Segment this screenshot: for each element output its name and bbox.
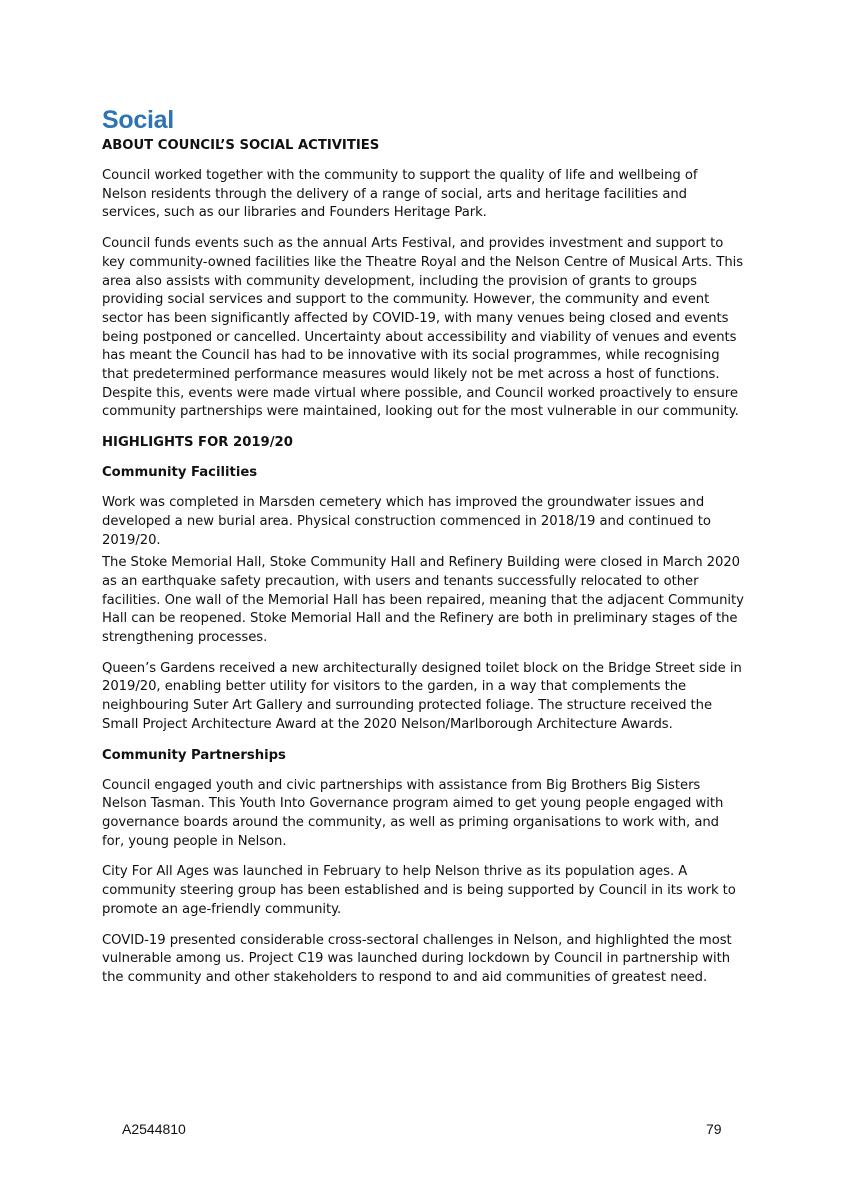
intro-paragraph: Council worked together with the community to support the quality of life and wellbeing of Nelson residents through the delivery of a range of social, arts and heritage facilities and services, such as our libraries and Founders Heritage Park. [102,168,698,221]
document-body [102,103,744,988]
subheading-community-partnerships: Community Partnerships [102,747,286,763]
intro-paragraph: Council funds events such as the annual Arts Festival, and provides investment and support to key community-owned facilities like the Theatre Royal and the Nelson Centre of Musical Arts. This area also assists with community development, including the provision of grants to groups providing social services and support to the community. However, the community and event sector has been significantly affected by COVID-19, with many venues being closed and events being postponed or cancelled. Uncertainty about accessibility and viability of venues and events has meant the Council has had to be innovative with its social programmes, while recognising that predetermined performance measures would likely not be met across a host of functions. Despite this, events were made virtual where possible, and Council worked proactively to ensure community partnerships were maintained, looking out for the most vulnerable in our community. [102,236,744,420]
partnerships-paragraph: Council engaged youth and civic partnerships with assistance from Big Brothers Big Sisters Nelson Tasman. This Youth Into Governance program aimed to get young people engaged with governance boards around the community, as well as priming organisations to work with, and for, young people in Nelson. [102,777,724,849]
footer-document-id: A2544810 [122,1121,186,1137]
section-heading-highlights: HIGHLIGHTS FOR 2019/20 [102,435,293,451]
facilities-paragraph: Queen’s Gardens received a new architecturally designed toilet block on the Bridge Street side in 2019/20, enabling better utility for visitors to the garden, in a way that complements the neighbouring Suter Art Gallery and surrounding protected foliage. The structure received the Small Project Architecture Award at the 2020 Nelson/Marlborough Architecture Awards. [102,660,742,732]
facilities-paragraph: The Stoke Memorial Hall, Stoke Community Hall and Refinery Building were closed in March 2020 as an earthquake safety precaution, with users and tenants successfully relocated to other facilities. One wall of the Memorial Hall has been repaired, meaning that the adjacent Community Hall can be reopened. Stoke Memorial Hall and the Refinery are both in preliminary stages of the strengthening processes. [102,555,744,646]
section-heading-about: ABOUT COUNCIL’S SOCIAL ACTIVITIES [102,138,380,153]
partnerships-paragraph: City For All Ages was launched in February to help Nelson thrive as its population ages. A community steering group has been established and is being supported by Council in its work to promote an age-friendly community. [102,864,736,917]
subheading-community-facilities: Community Facilities [102,465,258,481]
page-title: Social [102,106,174,134]
partnerships-paragraph: COVID-19 presented considerable cross-sectoral challenges in Nelson, and highlighted the most vulnerable among us. Project C19 was launched during lockdown by Council in partnership with the community and other stakeholders to respond to and aid communities of greatest need. [102,932,732,985]
footer-page-number: 79 [706,1121,722,1137]
facilities-paragraph: Work was completed in Marsden cemetery which has improved the groundwater issues and developed a new burial area. Physical construction commenced in 2018/19 and continued to 2019/20. [102,495,711,548]
